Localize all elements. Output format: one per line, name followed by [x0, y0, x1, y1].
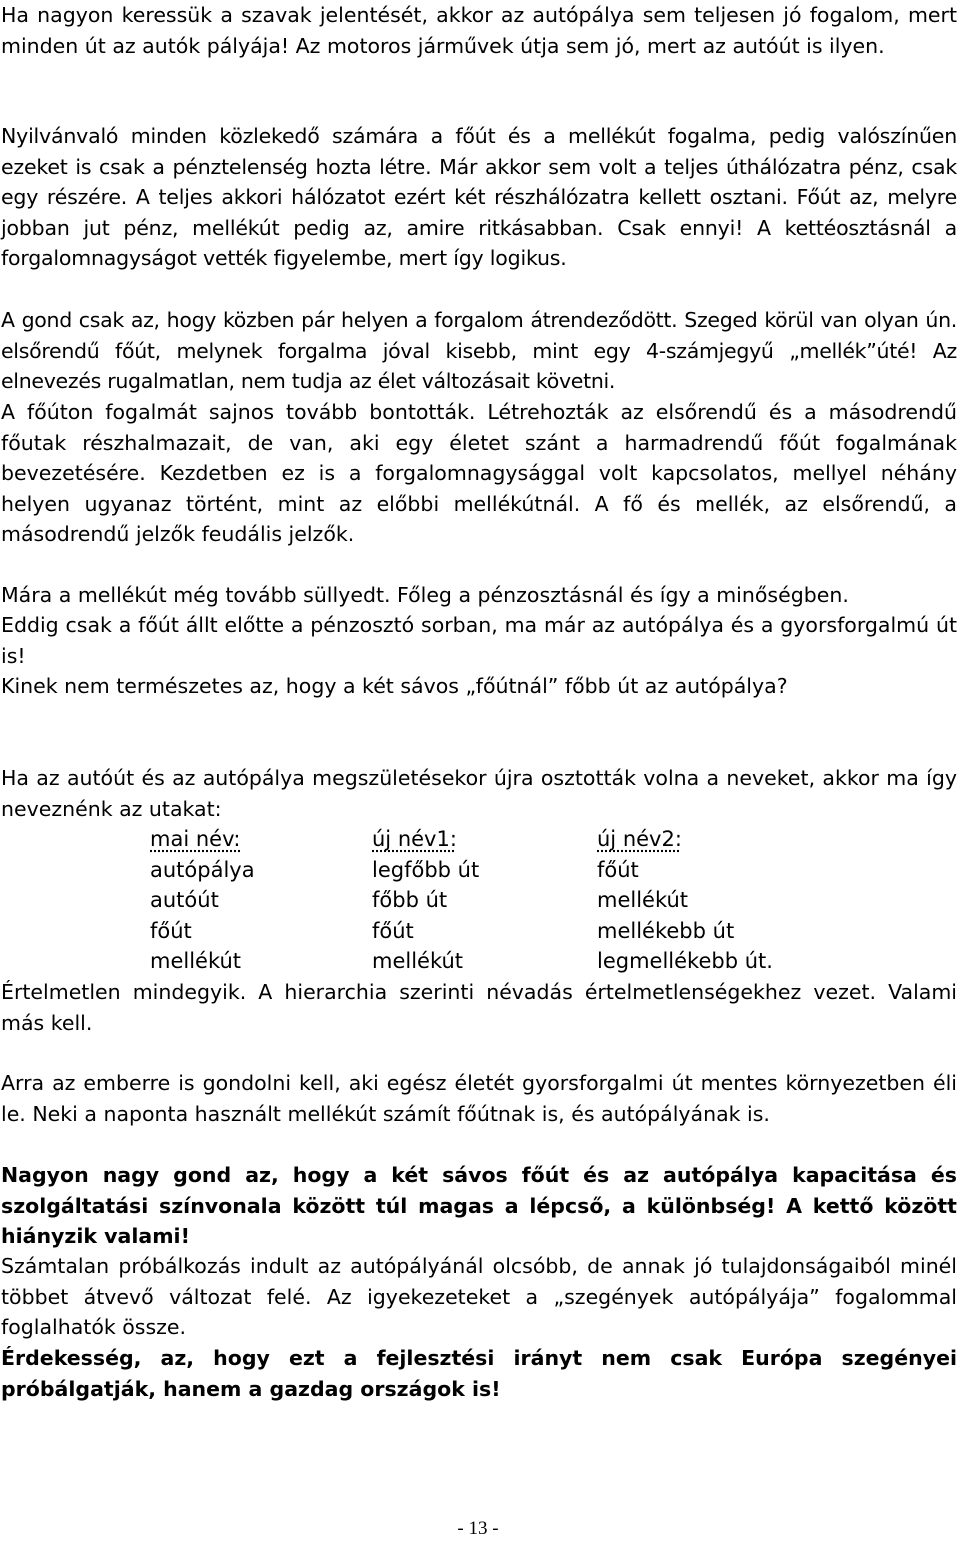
table-cell: legmellékebb út.	[597, 949, 773, 973]
table-cell: főút	[150, 918, 192, 943]
paragraph-renaming: Ha az autóút és az autópálya megszületésekor újra osztották volna a neveket, akkor ma így neveznénk az utakat:	[1, 766, 957, 821]
paragraph-capacity-gap: Nagyon nagy gond az, hogy a két sávos főút és az autópálya kapacitása és szolgáltatási színvonala között túl magas a lépcső, a különbség! A kettő között hiányzik valami!	[1, 1163, 957, 1248]
table-cell: főút	[372, 918, 414, 943]
name-table	[150, 824, 817, 977]
paragraph-intro: Ha nagyon keressük a szavak jelentését, akkor az autópálya sem teljesen jó fogalom, mert minden út az autók pályája! Az motoros járművek útja sem jó, mert az autóút is ilyen.	[1, 3, 957, 58]
paragraph-poor-motorway: Számtalan próbálkozás indult az autópályánál olcsóbb, de annak jó tulajdonságaiból minél többet átvevő változat felé. Az igyekezeteket a „szegények autópályája” fogalommal foglalhatók össze.	[1, 1254, 957, 1339]
table-cell: mellékút	[150, 949, 242, 973]
table-cell: autópálya	[150, 857, 255, 882]
paragraph-road-classes: A főúton fogalmát sajnos tovább bontották. Létrehozták az elsőrendű és a másodrendű főutak részhalmazait, de van, aki egy életet szánt a harmadrendű főút fogalmának bevezetésére. Kezdetben ez is a forgalomnagysággal volt kapcsolatos, mellyel néhány helyen ugyanaz történt, mint az előbbi mellékútnál. A fő és mellék, az elsőrendű, a másodrendű jelzők feudális jelzők.	[1, 400, 957, 546]
table-row	[150, 855, 817, 886]
paragraph-funding-queue: Eddig csak a főút állt előtte a pénzosztó sorban, ma már az autópálya és a gyorsforgalmú út is!	[1, 613, 957, 668]
table-cell: mellékút	[372, 949, 464, 973]
table-header-current: mai név:	[150, 827, 241, 851]
table-cell: főbb út	[372, 888, 448, 912]
paragraph-rich-countries: Érdekesség, az, hogy ezt a fejlesztési irányt nem csak Európa szegényei próbálgatják, hanem a gazdag országok is!	[1, 1346, 957, 1401]
paragraph-question: Kinek nem természetes az, hogy a két sávos „főútnál” főbb út az autópálya?	[1, 674, 788, 698]
paragraph-rural-person: Arra az emberre is gondolni kell, aki egész életét gyorsforgalmi út mentes környezetben éli le. Neki a naponta használt mellékút számít főútnak is, és autópályának is.	[1, 1071, 957, 1126]
table-header-new2: új név2:	[597, 827, 682, 851]
table-cell: mellékebb út	[597, 918, 735, 943]
table-header-row	[150, 824, 817, 855]
paragraph-traffic-change: A gond csak az, hogy közben pár helyen a forgalom átrendeződött. Szeged körül van olyan ún. elsőrendű főút, melynek forgalma jóval kisebb, mint egy 4-számjegyű „mellék”úté! Az elnevezés rugalmatlan, nem tudja az élet változásait követni.	[1, 308, 957, 393]
table-header-new1: új név1:	[372, 827, 457, 851]
table-cell: legfőbb út	[372, 857, 480, 882]
paragraph-meaningless: Értelmetlen mindegyik. A hierarchia szerinti névadás értelmetlenségekhez vezet. Valami más kell.	[1, 980, 957, 1035]
table-cell: mellékút	[597, 888, 689, 912]
page-number: - 13 -	[457, 1518, 499, 1539]
table-cell: főút	[597, 857, 639, 882]
table-row	[150, 885, 817, 916]
table-row	[150, 916, 817, 947]
paragraph-main-side-roads: Nyilvánvaló minden közlekedő számára a főút és a mellékút fogalma, pedig valószínűen ezeket is csak a pénztelenség hozta létre. Már akkor sem volt a teljes úthálózatra pénz, csak egy részére. A teljes akkori hálózatot ezért két részhálózatra kellett osztani. Főút az, melyre jobban jut pénz, mellékút pedig az, amire ritkásabban. Csak ennyi! A kettéosztásnál a forgalomnagyságot vették figyelembe, mert így logikus.	[1, 124, 957, 270]
paragraph-side-road-decline: Mára a mellékút még tovább süllyedt. Főleg a pénzosztásnál és így a minőségben.	[1, 583, 849, 607]
table-row	[150, 946, 817, 977]
table-cell: autóút	[150, 888, 219, 912]
